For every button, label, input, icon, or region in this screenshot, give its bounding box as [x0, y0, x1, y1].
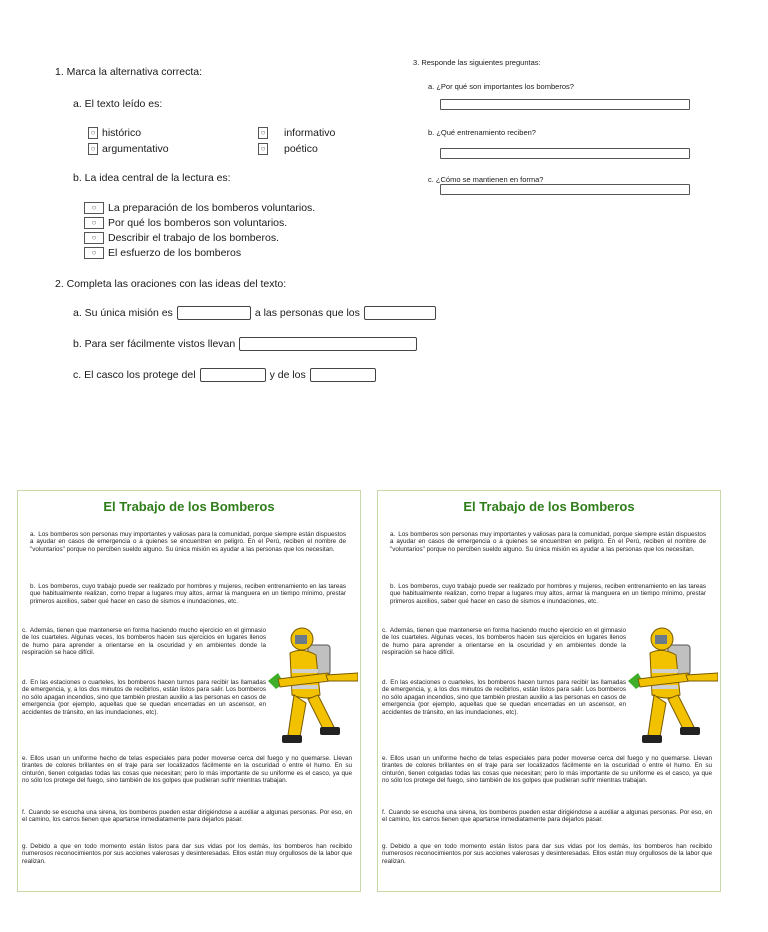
option-b1[interactable]	[84, 202, 315, 214]
radio-icon[interactable]: ○	[258, 127, 268, 139]
option-label: argumentativo	[102, 143, 169, 155]
option-label: Describir el trabajo de los bomberos.	[108, 232, 279, 244]
blank-field[interactable]	[239, 337, 417, 351]
blank-field[interactable]	[364, 306, 436, 320]
answer-field-a[interactable]	[440, 99, 690, 110]
paragraph-c: c. Además, tienen que mantenerse en forma haciendo mucho ejercicio en el gimnasio de los cuarteles. Algunas veces, los bomberos hacen sus ejercicios en lugares llenos de humo para aprender a orientarse en la oscuridad y en ambientes donde la respiración se hace difícil.	[382, 627, 626, 657]
option-poetico[interactable]	[258, 143, 318, 155]
option-label: El esfuerzo de los bomberos	[108, 247, 242, 259]
q1-title: 1. Marca la alternativa correcta:	[55, 66, 203, 78]
q3c-label: c. ¿Cómo se mantienen en forma?	[428, 175, 544, 184]
paragraph-b: b. Los bomberos, cuyo trabajo puede ser realizado por hombres y mujeres, reciben entrenamiento en las tareas que habitualmente realizan, como trepar a lugares muy altos, armar la manguera en un tiempo mínimo, prestar primeros auxilios, saber qué hacer en caso de sismos e inundaciones, etc.	[390, 583, 706, 605]
firefighter-illustration	[268, 623, 358, 755]
reading-title: El Trabajo de los Bomberos	[463, 499, 635, 514]
reading-panel-left	[17, 490, 361, 892]
paragraph-e: e. Ellos usan un uniforme hecho de telas especiales para poder moverse cerca del fuego y no quemarse. Llevan tirantes de colores brillantes en el traje para ser localizados fácilmente en la oscuridad o entre el humo. En su cinturón, tienen colgadas todas las cosas que necesitan; pero lo más importante de su uniforme es el casco, ya que no sólo los protege del fuego, sino también de los golpes que pudieran sufrir mientras trabajan.	[382, 755, 712, 785]
paragraph-g: g. Debido a que en todo momento están listos para dar sus vidas por los demás, los bomberos han recibido numerosos reconocimientos por sus acciones valerosas y desinteresadas. Ellos están muy orgullosos de la labor que realizan.	[22, 843, 352, 865]
blank-field[interactable]	[200, 368, 266, 382]
q3a-label: a. ¿Por qué son importantes los bomberos?	[428, 82, 574, 91]
option-label: La preparación de los bomberos voluntarios.	[108, 202, 316, 214]
q2a-middle: a las personas que los	[254, 307, 360, 319]
option-historico[interactable]	[88, 127, 141, 139]
option-label: histórico	[102, 127, 142, 139]
option-b2[interactable]	[84, 217, 287, 229]
option-argumentativo[interactable]	[88, 143, 169, 155]
radio-icon[interactable]: ○	[84, 202, 104, 214]
paragraph-f: f. Cuando se escucha una sirena, los bomberos pueden estar dirigiéndose a auxiliar a algunas personas. Por eso, en el camino, los carros tienen que apartarse inmediatamente para dejarlos pasar.	[382, 809, 712, 824]
firefighter-illustration	[628, 623, 718, 755]
q1a-label: a. El texto leído es:	[73, 98, 163, 110]
reading-panel-right	[377, 490, 721, 892]
radio-icon[interactable]: ○	[88, 143, 98, 155]
option-b3[interactable]	[84, 232, 279, 244]
radio-icon[interactable]: ○	[84, 232, 104, 244]
paragraph-g: g. Debido a que en todo momento están listos para dar sus vidas por los demás, los bomberos han recibido numerosos reconocimientos por sus acciones valerosas y desinteresadas. Ellos están muy orgullosos de la labor que realizan.	[382, 843, 712, 865]
radio-icon[interactable]: ○	[88, 127, 98, 139]
paragraph-a: a. Los bomberos son personas muy importantes y valiosas para la comunidad, porque siempre están dispuestos a ayudar en casos de emergencia o a quienes se encuentren en peligro. En el Perú, reciben el nombre de "voluntarios" porque no perciben sueldo alguno. Su única misión es ayudar a las personas que los necesitan.	[390, 531, 706, 553]
option-b4[interactable]	[84, 247, 241, 259]
paragraph-d: d. En las estaciones o cuarteles, los bomberos hacen turnos para recibir las llamadas de emergencia, y, a los dos minutos de recibirlos, están listos para salir. Los bomberos no sólo apagan incendios, sino que también prestan auxilio a las personas en casos de emergencia (por ejemplo, aquellas que se quedan encerradas en un ascensor, en accidentes de tránsito, en las inundaciones, etc).	[22, 679, 266, 716]
paragraph-b: b. Los bomberos, cuyo trabajo puede ser realizado por hombres y mujeres, reciben entrenamiento en las tareas que habitualmente realizan, como trepar a lugares muy altos, armar la manguera en un tiempo mínimo, prestar primeros auxilios, saber qué hacer en caso de sismos e inundaciones, etc.	[30, 583, 346, 605]
paragraph-a: a. Los bomberos son personas muy importantes y valiosas para la comunidad, porque siempre están dispuestos a ayudar en casos de emergencia o a quienes se encuentren en peligro. En el Perú, reciben el nombre de "voluntarios" porque no perciben sueldo alguno. Su única misión es ayudar a las personas que los necesitan.	[30, 531, 346, 553]
q2a-row	[73, 306, 436, 320]
q2-title: 2. Completa las oraciones con las ideas del texto:	[55, 278, 287, 290]
option-label: Por qué los bomberos son voluntarios.	[108, 217, 288, 229]
option-informativo[interactable]	[258, 127, 335, 139]
paragraph-c: c. Además, tienen que mantenerse en forma haciendo mucho ejercicio en el gimnasio de los cuarteles. Algunas veces, los bomberos hacen sus ejercicios en lugares llenos de humo para aprender a orientarse en la oscuridad y en ambientes donde la respiración se hace difícil.	[22, 627, 266, 657]
option-label: poético	[284, 143, 318, 155]
answer-field-c[interactable]	[440, 184, 690, 195]
paragraph-e: e. Ellos usan un uniforme hecho de telas especiales para poder moverse cerca del fuego y no quemarse. Llevan tirantes de colores brillantes en el traje para ser localizados fácilmente en la oscuridad o entre el humo. En su cinturón, tienen colgadas todas las cosas que necesitan; pero lo más importante de su uniforme es el casco, ya que no sólo los protege del fuego, sino también de los golpes que pudieran sufrir mientras trabajan.	[22, 755, 352, 785]
blank-field[interactable]	[177, 306, 251, 320]
radio-icon[interactable]: ○	[84, 247, 104, 259]
paragraph-f: f. Cuando se escucha una sirena, los bomberos pueden estar dirigiéndose a auxiliar a algunas personas. Por eso, en el camino, los carros tienen que apartarse inmediatamente para dejarlos pasar.	[22, 809, 352, 824]
q3b-label: b. ¿Qué entrenamiento reciben?	[428, 128, 536, 137]
q2c-prefix: c. El casco los protege del	[73, 369, 196, 381]
q2b-row	[73, 337, 417, 351]
answer-field-b[interactable]	[440, 148, 690, 159]
option-label: informativo	[284, 127, 336, 139]
q2a-prefix: a. Su única misión es	[73, 307, 173, 319]
q3-title: 3. Responde las siguientes preguntas:	[413, 58, 541, 67]
radio-icon[interactable]: ○	[258, 143, 268, 155]
paragraph-d: d. En las estaciones o cuarteles, los bomberos hacen turnos para recibir las llamadas de emergencia, y, a los dos minutos de recibirlos, están listos para salir. Los bomberos no sólo apagan incendios, sino que también prestan auxilio a las personas en casos de emergencia (por ejemplo, aquellas que se quedan encerradas en un ascensor, en accidentes de tránsito, en las inundaciones, etc).	[382, 679, 626, 716]
q2b-prefix: b. Para ser fácilmente vistos llevan	[73, 338, 236, 350]
q2c-middle: y de los	[269, 369, 306, 381]
reading-title: El Trabajo de los Bomberos	[103, 499, 275, 514]
q2c-row	[73, 368, 376, 382]
radio-icon[interactable]: ○	[84, 217, 104, 229]
q1b-label: b. La idea central de la lectura es:	[73, 172, 231, 184]
blank-field[interactable]	[310, 368, 376, 382]
